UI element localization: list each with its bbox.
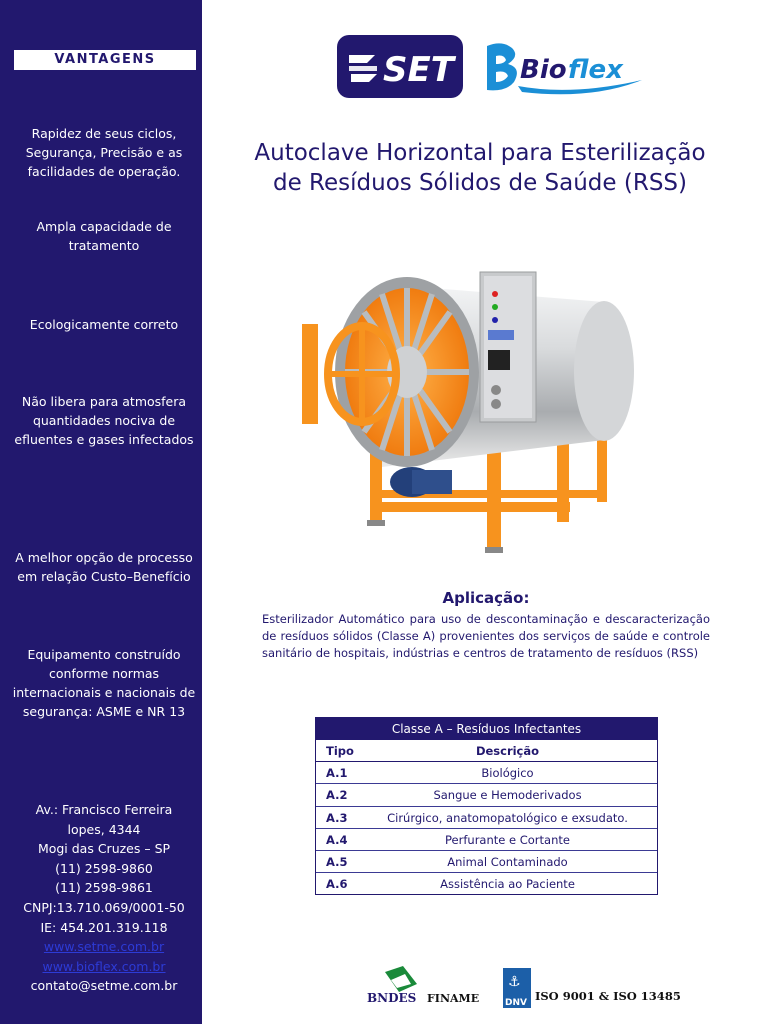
column-header-tipo: Tipo: [326, 744, 354, 758]
table-header-row: [316, 740, 657, 762]
table-title: Classe A – Resíduos Infectantes: [316, 718, 657, 740]
table-row: [316, 829, 657, 851]
table-row: [316, 784, 657, 806]
benefit-item: A melhor opção de processo em relação Custo–Benefício: [15, 550, 193, 584]
benefit-item: Rapidez de seus ciclos, Segurança, Precisão e as facilidades de operação.: [25, 126, 183, 179]
phone: (11) 2598-9860: [55, 860, 153, 876]
benefit-item: Ampla capacidade de tratamento: [36, 219, 172, 253]
table-row: [316, 762, 657, 784]
bioflex-logo-text-flex: flex: [568, 55, 623, 85]
autoclave-image: [292, 262, 648, 564]
bndes-finame-logo: [365, 962, 485, 1012]
email: contato@setme.com.br: [30, 978, 178, 994]
descricao-cell: Cirúrgico, anatomopatológico e exsudato.: [387, 810, 628, 825]
page-title: [222, 138, 738, 198]
application-text: Esterilizador Automático para uso de descontaminação e descaracterização de resíduos sólidos (Classe A) provenientes dos serviços de saúde e controle sanitário de hospitais, indústrias e centros de tratamento de resíduos (RSS): [262, 612, 710, 660]
city: Mogi das Cruzes – SP: [37, 841, 171, 857]
dnv-text: DNV: [505, 998, 527, 1008]
ie: IE: 454.201.319.118: [40, 919, 168, 935]
contact-block: [6, 800, 202, 996]
benefit-item: Não libera para atmosfera quantidades nociva de efluentes e gases infectados: [14, 394, 194, 447]
website-link-bioflex[interactable]: www.bioflex.com.br: [42, 958, 166, 974]
table-row: [316, 873, 657, 895]
address-line: Av.: Francisco Ferreira: [35, 802, 173, 817]
bioflex-logo: [482, 38, 652, 98]
sidebar: [0, 0, 202, 1024]
website-link-setme[interactable]: www.setme.com.br: [43, 939, 165, 955]
dnv-iso-logo: [503, 962, 681, 1012]
tipo-cell: A.1: [326, 766, 348, 781]
application-title: Aplicação:: [442, 589, 530, 607]
tipo-cell: A.6: [326, 877, 348, 892]
address-line: lopes, 4344: [67, 821, 141, 837]
descricao-cell: Perfurante e Cortante: [445, 832, 570, 847]
set-logo-text: SET: [383, 50, 454, 90]
tipo-cell: A.2: [326, 788, 348, 803]
bioflex-logo-text-bio: Bio: [520, 55, 567, 85]
waste-class-table: [315, 717, 658, 895]
tipo-cell: A.4: [326, 832, 348, 847]
cnpj: CNPJ:13.710.069/0001-50: [23, 899, 185, 915]
set-logo: [337, 35, 463, 98]
title-line: de Resíduos Sólidos de Saúde (RSS): [272, 170, 687, 196]
iso-text: ISO 9001 & ISO 13485: [535, 989, 681, 1003]
tipo-cell: A.3: [326, 810, 348, 825]
column-header-descricao: Descrição: [475, 744, 540, 758]
sidebar-header: VANTAGENS: [14, 50, 196, 70]
phone: (11) 2598-9861: [55, 880, 153, 896]
table-row: [316, 851, 657, 873]
table-row: [316, 807, 657, 829]
descricao-cell: Animal Contaminado: [447, 854, 568, 869]
tipo-cell: A.5: [326, 854, 348, 869]
descricao-cell: Assistência ao Paciente: [440, 877, 575, 892]
descricao-cell: Sangue e Hemoderivados: [433, 788, 582, 803]
svg-text:⚓: ⚓: [508, 974, 521, 990]
benefit-item: Ecologicamente correto: [29, 317, 179, 332]
bndes-text: BNDES: [367, 991, 417, 1005]
title-line: Autoclave Horizontal para Esterilização: [254, 140, 706, 166]
finame-text: FINAME: [427, 992, 480, 1005]
benefit-item: Equipamento construído conforme normas internacionais e nacionais de segurança: ASME e NR 13: [12, 647, 196, 719]
descricao-cell: Biológico: [481, 766, 534, 781]
